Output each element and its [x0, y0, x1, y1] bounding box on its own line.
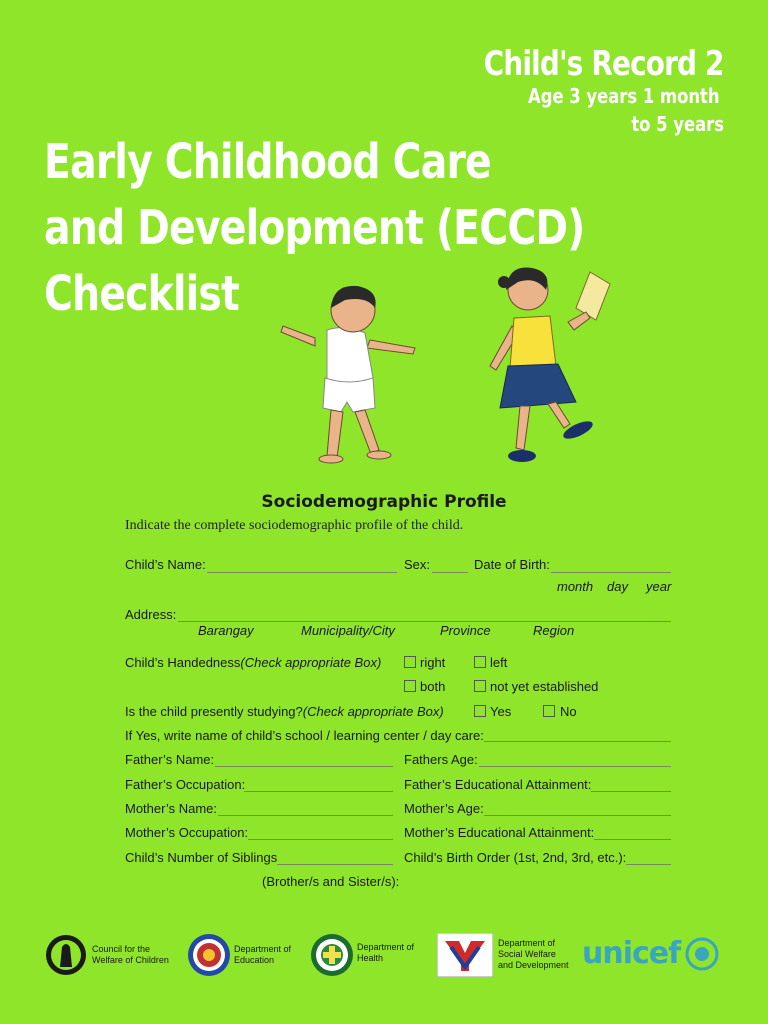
- cwc-logo-text: Council for the Welfare of Children: [92, 944, 169, 965]
- council-welfare-children-logo: [44, 933, 88, 977]
- mothers-name-label: Mother’s Name:: [125, 801, 217, 816]
- handedness-both-label: both: [420, 679, 446, 694]
- fathers-age-field[interactable]: [479, 766, 671, 767]
- studying-yes-label: Yes: [490, 704, 512, 719]
- address-region-hint: Region: [533, 623, 575, 638]
- siblings-field[interactable]: [277, 864, 393, 865]
- handedness-both-checkbox[interactable]: [404, 680, 416, 692]
- department-of-health-logo: [310, 933, 354, 977]
- mothers-name-field[interactable]: [218, 815, 393, 816]
- unicef-emblem-icon: [684, 936, 720, 972]
- birth-order-field[interactable]: [626, 864, 671, 865]
- title-line3: Checklist: [44, 266, 239, 322]
- handedness-left-checkbox[interactable]: [474, 656, 486, 668]
- siblings-label: Child’s Number of Siblings: [125, 850, 278, 865]
- record-age-line2: to 5 years: [631, 112, 724, 136]
- fathers-name-label: Father’s Name:: [125, 752, 215, 767]
- studying-label: Is the child presently studying?(Check appropriate Box): [125, 704, 444, 719]
- fathers-education-label: Father’s Educational Attainment:: [404, 777, 592, 792]
- studying-yes-checkbox[interactable]: [474, 705, 486, 717]
- handedness-left-label: left: [490, 655, 508, 670]
- address-field[interactable]: [178, 621, 671, 622]
- deped-logo-text: Department of Education: [234, 944, 292, 965]
- mothers-age-label: Mother’s Age:: [404, 801, 484, 816]
- title-line1: Early Childhood Care: [44, 134, 491, 190]
- childs-name-field[interactable]: [207, 572, 397, 573]
- doh-logo-text: Department of Health: [357, 942, 415, 963]
- birth-order-label: Child’s Birth Order (1st, 2nd, 3rd, etc.):: [404, 850, 627, 865]
- fathers-occupation-label: Father’s Occupation:: [125, 777, 246, 792]
- dswd-logo-text: Department of Social Welfare and Development: [498, 938, 569, 970]
- school-label: If Yes, write name of child’s school / learning center / day care:: [125, 728, 484, 743]
- school-field[interactable]: [484, 741, 671, 742]
- studying-no-checkbox[interactable]: [543, 705, 555, 717]
- address-province-hint: Province: [440, 623, 491, 638]
- mothers-education-label: Mother’s Educational Attainment:: [404, 825, 595, 840]
- siblings-hint: (Brother/s and Sister/s):: [262, 874, 400, 889]
- handedness-not-established-checkbox[interactable]: [474, 680, 486, 692]
- address-barangay-hint: Barangay: [198, 623, 254, 638]
- date-of-birth-field[interactable]: [551, 572, 671, 573]
- section-title: Sociodemographic Profile: [261, 492, 507, 512]
- handedness-not-established-label: not yet established: [490, 679, 599, 694]
- address-label: Address:: [125, 607, 177, 622]
- record-title: Child's Record 2: [484, 44, 724, 84]
- handedness-right-label: right: [420, 655, 446, 670]
- child-girl-illustration: [478, 262, 613, 472]
- fathers-name-field[interactable]: [215, 766, 393, 767]
- title-line2: and Development (ECCD): [44, 200, 585, 256]
- date-of-birth-label: Date of Birth:: [474, 557, 550, 572]
- mothers-occupation-field[interactable]: [248, 839, 393, 840]
- handedness-right-checkbox[interactable]: [404, 656, 416, 668]
- sex-field[interactable]: [432, 572, 468, 573]
- unicef-logo: unicef: [582, 936, 681, 971]
- department-of-education-logo: [187, 933, 231, 977]
- fathers-age-label: Fathers Age:: [404, 752, 478, 767]
- mothers-occupation-label: Mother’s Occupation:: [125, 825, 249, 840]
- mothers-age-field[interactable]: [484, 815, 671, 816]
- address-municipality-hint: Municipality/City: [301, 623, 395, 638]
- dob-day-hint: day: [607, 579, 628, 594]
- handedness-label: Child’s Handedness(Check appropriate Box): [125, 655, 382, 670]
- instruction-text: Indicate the complete sociodemographic profile of the child.: [125, 518, 464, 533]
- fathers-education-field[interactable]: [591, 791, 671, 792]
- dob-year-hint: year: [646, 579, 672, 594]
- studying-no-label: No: [560, 704, 577, 719]
- mothers-education-field[interactable]: [594, 839, 671, 840]
- childs-name-label: Child’s Name:: [125, 557, 206, 572]
- fathers-occupation-field[interactable]: [244, 791, 393, 792]
- dswd-logo: [437, 933, 493, 977]
- sex-label: Sex:: [404, 557, 431, 572]
- child-boy-illustration: [275, 278, 425, 468]
- dob-month-hint: month: [557, 579, 594, 594]
- record-age-line1: Age 3 years 1 month: [528, 84, 720, 108]
